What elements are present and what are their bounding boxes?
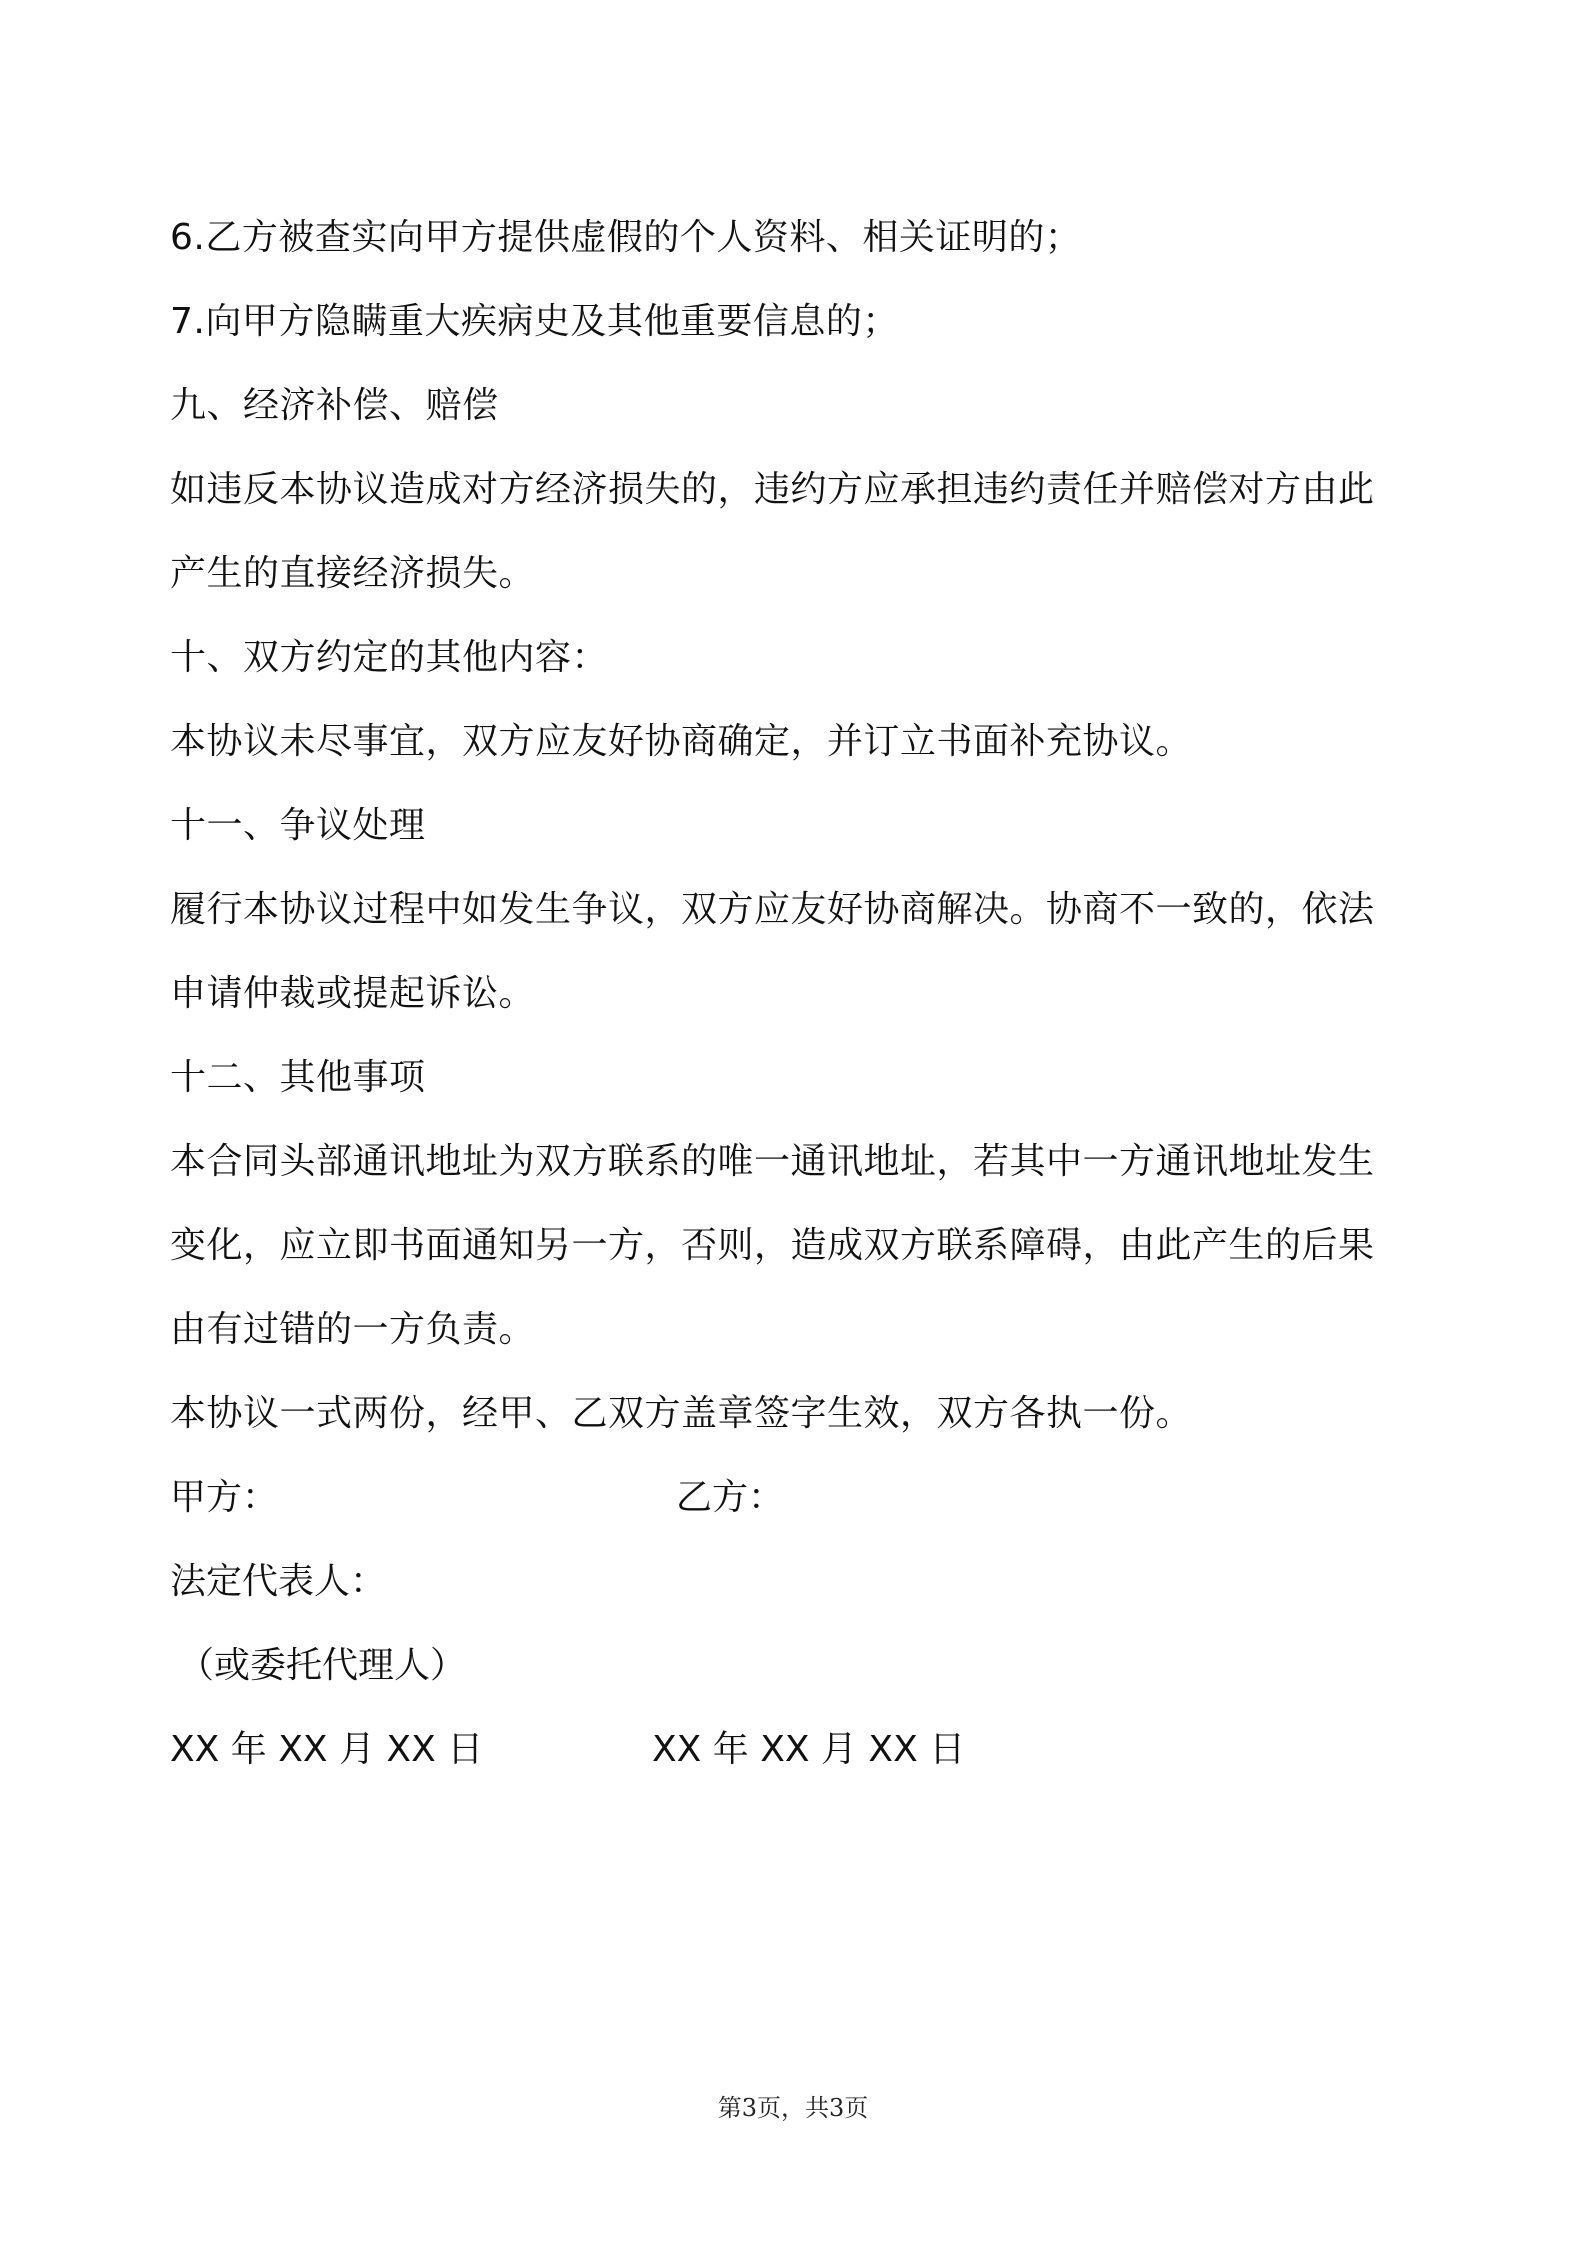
legal-rep-label: 法定代表人：	[170, 1561, 387, 1602]
party-a-label: 甲方：	[170, 1477, 279, 1518]
paragraph-misc-3: 由有过错的一方负责。	[170, 1309, 536, 1350]
signature-parties-row	[170, 1456, 1420, 1540]
date-row	[170, 1708, 1420, 1792]
paragraph-misc-1: 本合同头部通讯地址为双方联系的唯一通讯地址，若其中一方通讯地址发生	[170, 1141, 1375, 1182]
paragraph-compensation-1: 如违反本协议造成对方经济损失的，违约方应承担违约责任并赔偿对方由此	[170, 469, 1375, 510]
document-body	[170, 196, 1420, 1792]
section-heading-misc: 十二、其他事项	[170, 1057, 426, 1098]
clause-item-6: 6.乙方被查实向甲方提供虚假的个人资料、相关证明的；	[170, 217, 1082, 258]
section-heading-other-agreements: 十、双方约定的其他内容：	[170, 637, 609, 678]
legal-rep-row	[170, 1540, 1420, 1624]
section-heading-disputes: 十一、争议处理	[170, 805, 426, 846]
clause-item-7: 7.向甲方隐瞒重大疾病史及其他重要信息的；	[170, 301, 899, 342]
page-number-footer: 第3页，共3页	[717, 2094, 869, 2122]
agent-row	[170, 1624, 1420, 1708]
section-heading-compensation: 九、经济补偿、赔偿	[170, 385, 499, 426]
paragraph-other-agreements: 本协议未尽事宜，双方应友好协商确定，并订立书面补充协议。	[170, 721, 1193, 762]
paragraph-copies: 本协议一式两份，经甲、乙双方盖章签字生效，双方各执一份。	[170, 1393, 1193, 1434]
date-party-b: XX 年 XX 月 XX 日	[652, 1729, 966, 1770]
date-party-a: XX 年 XX 月 XX 日	[170, 1729, 484, 1770]
paragraph-disputes-2: 申请仲裁或提起诉讼。	[170, 973, 536, 1014]
agent-label: （或委托代理人）	[178, 1645, 467, 1686]
paragraph-disputes-1: 履行本协议过程中如发生争议，双方应友好协商解决。协商不一致的，依法	[170, 889, 1375, 930]
paragraph-compensation-2: 产生的直接经济损失。	[170, 553, 536, 594]
paragraph-misc-2: 变化，应立即书面通知另一方，否则，造成双方联系障碍，由此产生的后果	[170, 1225, 1375, 1266]
party-b-label: 乙方：	[676, 1477, 785, 1518]
